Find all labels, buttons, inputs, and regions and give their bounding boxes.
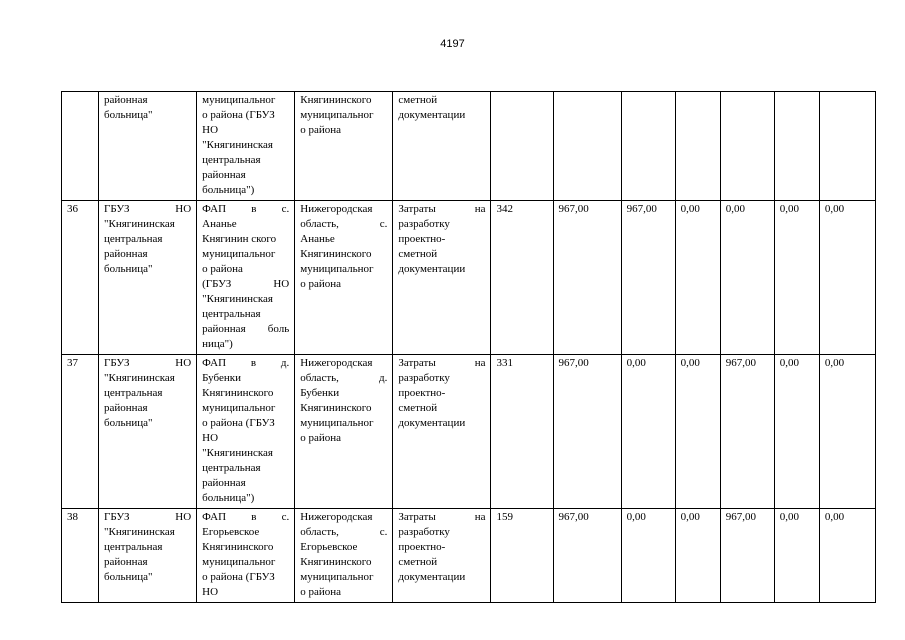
value-cell: 967,00: [720, 509, 774, 603]
purpose-cell-text: Затраты на разработку проектно- сметной документации: [398, 203, 486, 275]
address-cell-text: Нижегородская область, с. Ананье Княгининского муниципальног о района: [300, 203, 388, 290]
table-row: [62, 509, 876, 603]
purpose-cell-text: Затраты на разработку проектно- сметной документации: [398, 357, 486, 429]
purpose-cell: [393, 201, 491, 355]
object-cell-text: ФАП в д. Бубенки Княгининского муниципальног о района (ГБУЗ НО "Княгининская центральная районная больница"): [202, 357, 290, 504]
value-cell: 0,00: [819, 509, 875, 603]
organization-cell-text: ГБУЗ НО "Княгининская центральная районная больница": [104, 203, 192, 275]
value-cell: 967,00: [553, 355, 621, 509]
value-cell: 0,00: [819, 355, 875, 509]
object-cell: [197, 355, 295, 509]
object-cell-text: ФАП в с. Егорьевское Княгининского муниципальног о района (ГБУЗ НО: [202, 511, 290, 598]
code-cell: [491, 92, 553, 201]
purpose-cell: [393, 92, 491, 201]
purpose-cell-text: сметной документации: [398, 94, 466, 121]
address-cell-text: Нижегородская область, с. Егорьевское Княгининского муниципальног о района: [300, 511, 388, 598]
value-cell: 0,00: [774, 201, 819, 355]
budget-table: [61, 91, 876, 603]
organization-cell-text: районная больница": [104, 94, 153, 121]
address-cell: [295, 201, 393, 355]
organization-cell: [99, 355, 197, 509]
value-cell: 0,00: [621, 509, 675, 603]
address-cell-text: Княгининского муниципальног о района: [300, 94, 374, 136]
address-cell-text: Нижегородская область, д. Бубенки Княгининского муниципальног о района: [300, 357, 388, 444]
object-cell: [197, 201, 295, 355]
value-cell: 0,00: [675, 355, 720, 509]
code-cell: 331: [491, 355, 553, 509]
organization-cell: [99, 201, 197, 355]
value-cell: 967,00: [553, 509, 621, 603]
value-cell: 0,00: [675, 509, 720, 603]
address-cell: [295, 509, 393, 603]
value-cell: 0,00: [774, 355, 819, 509]
value-cell: [774, 92, 819, 201]
purpose-cell-text: Затраты на разработку проектно- сметной документации: [398, 511, 486, 583]
row-number: [62, 92, 99, 201]
row-number: 36: [62, 201, 99, 355]
value-cell: [553, 92, 621, 201]
value-cell: 0,00: [675, 201, 720, 355]
value-cell: 0,00: [720, 201, 774, 355]
row-number: 38: [62, 509, 99, 603]
purpose-cell: [393, 355, 491, 509]
value-cell: [720, 92, 774, 201]
value-cell: 967,00: [553, 201, 621, 355]
value-cell: 0,00: [774, 509, 819, 603]
organization-cell: [99, 509, 197, 603]
code-cell: 159: [491, 509, 553, 603]
object-cell-text: ФАП в с. Ананье Княгинин ского муниципальног о района (ГБУЗ НО "Княгининская центральная районная боль ница"): [202, 203, 290, 350]
table-row: [62, 355, 876, 509]
value-cell: [621, 92, 675, 201]
object-cell: [197, 509, 295, 603]
table-row: [62, 201, 876, 355]
value-cell: 0,00: [621, 355, 675, 509]
object-cell: [197, 92, 295, 201]
row-number: 37: [62, 355, 99, 509]
value-cell: 0,00: [819, 201, 875, 355]
value-cell: 967,00: [720, 355, 774, 509]
address-cell: [295, 355, 393, 509]
organization-cell-text: ГБУЗ НО "Княгининская центральная районная больница": [104, 357, 192, 429]
page-number: 4197: [440, 38, 465, 50]
organization-cell: [99, 92, 197, 201]
purpose-cell: [393, 509, 491, 603]
object-cell-text: муниципальног о района (ГБУЗ НО "Княгининская центральная районная больница"): [202, 94, 276, 196]
code-cell: 342: [491, 201, 553, 355]
table-row: [62, 92, 876, 201]
value-cell: [675, 92, 720, 201]
organization-cell-text: ГБУЗ НО "Княгининская центральная районная больница": [104, 511, 192, 583]
address-cell: [295, 92, 393, 201]
value-cell: 967,00: [621, 201, 675, 355]
value-cell: [819, 92, 875, 201]
